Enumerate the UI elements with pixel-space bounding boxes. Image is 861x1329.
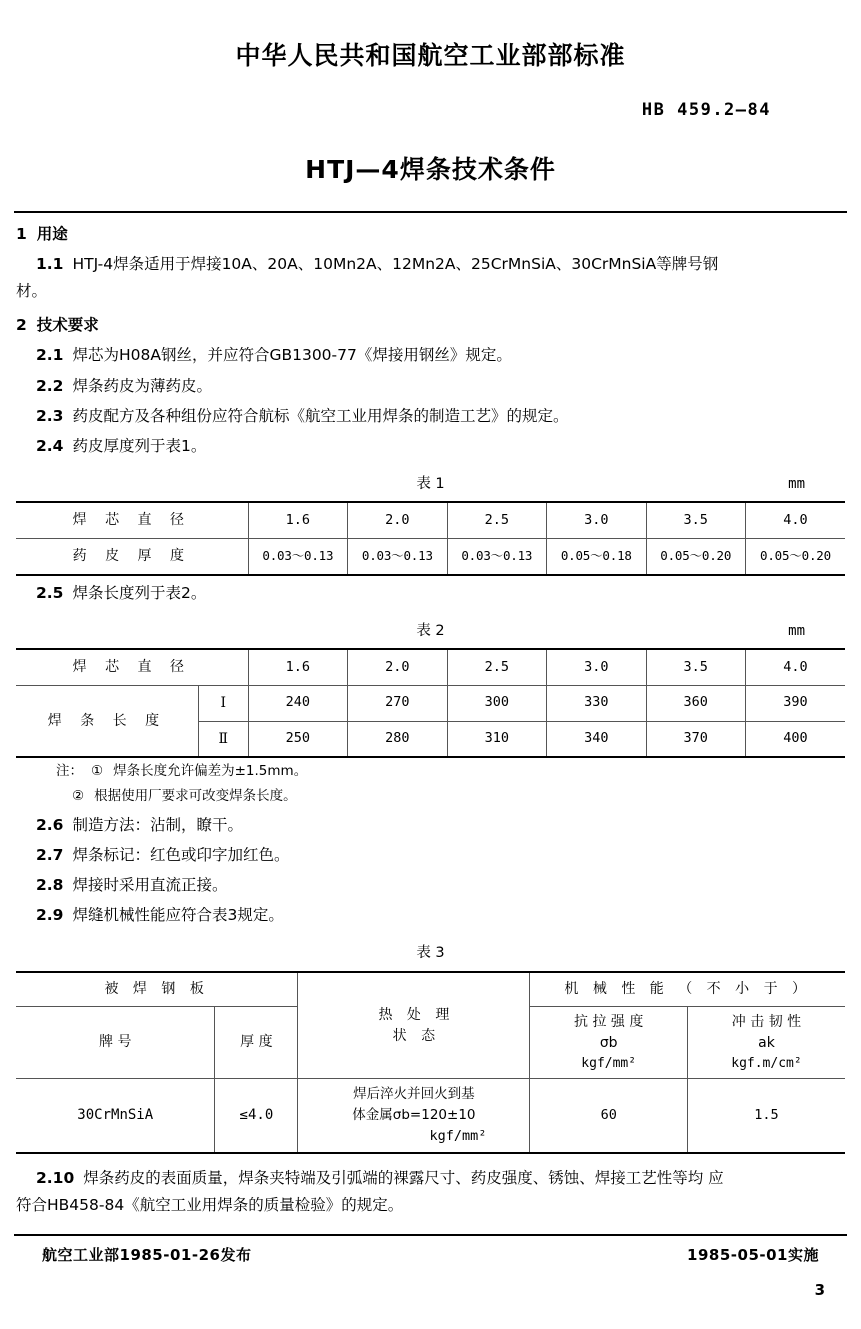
note-text: 根据使用厂要求可改变焊条长度。 bbox=[94, 788, 297, 805]
table-cell: 360 bbox=[646, 685, 745, 721]
table-cell: 1.6 bbox=[248, 649, 347, 685]
table-cell: 270 bbox=[348, 685, 447, 721]
clause-2-2 bbox=[16, 374, 845, 399]
table-3-col-grade: 牌 号 bbox=[16, 1006, 215, 1079]
table-2-caption-row bbox=[16, 620, 845, 643]
table-1-row-0-label: 焊 芯 直 径 bbox=[16, 502, 248, 538]
clause-2-4 bbox=[16, 434, 845, 459]
note-text: 焊条长度允许偏差为±1.5mm。 bbox=[113, 763, 308, 780]
clause-2-5-text: 焊条长度列于表2。 bbox=[72, 583, 207, 602]
table-2 bbox=[16, 648, 845, 758]
clause-1-1-number: 1.1 bbox=[36, 255, 64, 274]
table-3-impact-line-1: 冲 击 韧 性 bbox=[731, 1013, 802, 1030]
table-1-row-1-label: 药 皮 厚 度 bbox=[16, 539, 248, 575]
table-2-length-label: 焊 条 长 度 bbox=[16, 685, 198, 757]
clause-2-6-text: 制造方法：沾制，瞭干。 bbox=[72, 816, 243, 835]
table-3-impact-line-2: ak bbox=[758, 1034, 775, 1051]
clause-2-1-number: 2.1 bbox=[36, 346, 64, 365]
table-2-note-1 bbox=[16, 761, 845, 783]
table-row bbox=[16, 972, 845, 1006]
clause-2-8-number: 2.8 bbox=[36, 876, 64, 895]
table-row bbox=[16, 502, 845, 538]
table-cell: 4.0 bbox=[745, 649, 845, 685]
clause-2-4-text: 药皮厚度列于表1。 bbox=[72, 436, 207, 455]
table-3-group-plate: 被 焊 钢 板 bbox=[16, 972, 298, 1006]
standard-number: HB 459.2—84 bbox=[641, 100, 771, 120]
table-cell: 330 bbox=[547, 685, 646, 721]
clause-2-7-number: 2.7 bbox=[36, 846, 64, 865]
table-3-cell-thickness: ≤4.0 bbox=[215, 1079, 298, 1153]
note-marker: ② bbox=[72, 788, 85, 805]
table-3-group-mech: 机 械 性 能 （ 不 小 于 ） bbox=[530, 972, 845, 1006]
section-heading-2 bbox=[16, 313, 845, 338]
table-row bbox=[16, 685, 845, 721]
table-3-col-tensile bbox=[530, 1006, 688, 1079]
table-cell: 3.5 bbox=[646, 649, 745, 685]
table-1 bbox=[16, 501, 845, 575]
table-cell: 2.5 bbox=[447, 502, 546, 538]
table-3-tensile-unit: kgf/mm² bbox=[581, 1055, 637, 1071]
table-3-col-impact bbox=[687, 1006, 845, 1079]
table-3-heat-line-2: 状 态 bbox=[392, 1027, 441, 1044]
clause-2-10-number: 2.10 bbox=[36, 1168, 75, 1187]
table-cell: 390 bbox=[745, 685, 845, 721]
table-3-cell-heat bbox=[298, 1079, 530, 1153]
clause-2-10-text-cont: 符合HB458-84《航空工业用焊条的质量检验》的规定。 bbox=[16, 1196, 404, 1214]
clause-1-1 bbox=[16, 252, 845, 277]
table-cell: 0.03～0.13 bbox=[348, 539, 447, 575]
table-2-caption: 表 2 bbox=[416, 622, 445, 639]
document-body bbox=[0, 222, 861, 1218]
clause-2-4-number: 2.4 bbox=[36, 436, 64, 455]
table-cell: 3.5 bbox=[646, 502, 745, 538]
table-3 bbox=[16, 971, 845, 1154]
table-3-caption: 表 3 bbox=[416, 945, 445, 962]
clause-2-5-number: 2.5 bbox=[36, 583, 64, 602]
table-cell: 0.05～0.20 bbox=[745, 539, 845, 575]
clause-1-1-text-cont: 材。 bbox=[16, 282, 48, 301]
section-1-number: 1 bbox=[16, 225, 27, 243]
table-3-heat-text-3: kgf/mm² bbox=[429, 1127, 487, 1144]
table-row bbox=[16, 539, 845, 575]
clause-2-9 bbox=[16, 903, 845, 928]
table-3-col-heat bbox=[298, 972, 530, 1079]
table-3-cell-grade: 30CrMnSiA bbox=[16, 1079, 215, 1153]
clause-2-8 bbox=[16, 873, 845, 898]
clause-2-7-text: 焊条标记：红色或印字加红色。 bbox=[72, 846, 290, 865]
table-cell: 1.6 bbox=[248, 502, 347, 538]
table-3-col-thickness: 厚 度 bbox=[215, 1006, 298, 1079]
table-2-unit: mm bbox=[788, 622, 805, 639]
table-2-header-label: 焊 芯 直 径 bbox=[16, 649, 248, 685]
table-cell: 0.05～0.18 bbox=[547, 539, 646, 575]
clause-2-3 bbox=[16, 404, 845, 429]
table-cell: 240 bbox=[248, 685, 347, 721]
table-3-cell-impact: 1.5 bbox=[687, 1079, 845, 1153]
table-row bbox=[16, 649, 845, 685]
footer-issue-date: 航空工业部1985-01-26发布 bbox=[42, 1246, 252, 1265]
clause-2-6 bbox=[16, 813, 845, 838]
clause-2-9-text: 焊缝机械性能应符合表3规定。 bbox=[72, 906, 284, 925]
table-cell: 3.0 bbox=[547, 649, 646, 685]
clause-2-3-number: 2.3 bbox=[36, 406, 64, 425]
table-cell: 0.03～0.13 bbox=[248, 539, 347, 575]
table-cell: 0.03～0.13 bbox=[447, 539, 546, 575]
clause-2-6-number: 2.6 bbox=[36, 816, 64, 835]
table-cell: 2.0 bbox=[348, 502, 447, 538]
section-heading-1 bbox=[16, 222, 845, 247]
clause-2-7 bbox=[16, 843, 845, 868]
table-cell: 300 bbox=[447, 685, 546, 721]
section-1-title: 用途 bbox=[36, 225, 68, 243]
table-cell: 3.0 bbox=[547, 502, 646, 538]
table-3-heat-text-1: 焊后淬火并回火到基 bbox=[353, 1086, 475, 1103]
table-row bbox=[16, 1079, 845, 1153]
notes-label: 注： bbox=[56, 763, 83, 780]
table-2-grade-2: Ⅱ bbox=[198, 721, 248, 757]
note-marker: ① bbox=[91, 763, 104, 780]
section-2-number: 2 bbox=[16, 316, 27, 335]
clause-2-9-number: 2.9 bbox=[36, 906, 64, 925]
section-2-title: 技术要求 bbox=[36, 316, 99, 335]
table-3-caption-row bbox=[16, 942, 845, 965]
clause-2-3-text: 药皮配方及各种组份应符合航标《航空工业用焊条的制造工艺》的规定。 bbox=[72, 406, 569, 425]
table-cell: 310 bbox=[447, 721, 546, 757]
table-2-grade-1: Ⅰ bbox=[198, 685, 248, 721]
table-1-unit: mm bbox=[788, 475, 805, 492]
table-3-heat-text-2: 体金属σb=120±10 bbox=[352, 1107, 476, 1124]
clause-2-5 bbox=[16, 581, 845, 606]
table-cell: 400 bbox=[745, 721, 845, 757]
table-2-note-2 bbox=[16, 786, 845, 808]
table-3-heat-line-1: 热 处 理 bbox=[378, 1006, 455, 1023]
table-cell: 370 bbox=[646, 721, 745, 757]
clause-2-10-text: 焊条药皮的表面质量，焊条夹特端及引弧端的裸露尺寸、药皮强度、锈蚀、焊接工艺性等均 应 bbox=[83, 1168, 724, 1187]
clause-2-1 bbox=[16, 343, 845, 368]
table-3-tensile-line-1: 抗 拉 强 度 bbox=[574, 1013, 644, 1030]
clause-1-1-continuation bbox=[16, 279, 845, 304]
clause-2-2-text: 焊条药皮为薄药皮。 bbox=[72, 376, 212, 395]
table-1-caption-row bbox=[16, 473, 845, 496]
document-page bbox=[0, 22, 861, 1329]
table-cell: 250 bbox=[248, 721, 347, 757]
table-cell: 0.05～0.20 bbox=[646, 539, 745, 575]
clause-2-1-text: 焊芯为H08A钢丝，并应符合GB1300-77《焊接用钢丝》规定。 bbox=[72, 346, 512, 365]
table-cell: 340 bbox=[547, 721, 646, 757]
table-3-cell-tensile: 60 bbox=[530, 1079, 688, 1153]
table-cell: 280 bbox=[348, 721, 447, 757]
clause-2-10 bbox=[16, 1166, 845, 1191]
table-3-tensile-line-2: σb bbox=[599, 1034, 618, 1051]
table-1-caption: 表 1 bbox=[416, 475, 445, 492]
table-cell: 4.0 bbox=[745, 502, 845, 538]
clause-2-8-text: 焊接时采用直流正接。 bbox=[72, 876, 228, 895]
table-cell: 2.0 bbox=[348, 649, 447, 685]
footer bbox=[0, 1236, 861, 1265]
table-cell: 2.5 bbox=[447, 649, 546, 685]
page-title: HTJ—4焊条技术条件 bbox=[305, 155, 556, 184]
table-3-impact-unit: kgf.m/cm² bbox=[731, 1055, 802, 1071]
clause-2-2-number: 2.2 bbox=[36, 376, 64, 395]
page-number: 3 bbox=[814, 1281, 825, 1300]
clause-2-10-continuation bbox=[16, 1193, 845, 1218]
header-divider bbox=[14, 211, 847, 213]
clause-1-1-text: HTJ-4焊条适用于焊接10A、20A、10Mn2A、12Mn2A、25CrMnSiA、30CrMnSiA等牌号钢 bbox=[72, 255, 719, 274]
footer-effective-date: 1985-05-01实施 bbox=[687, 1246, 819, 1265]
issuer-title: 中华人民共和国航空工业部部标准 bbox=[235, 41, 626, 70]
